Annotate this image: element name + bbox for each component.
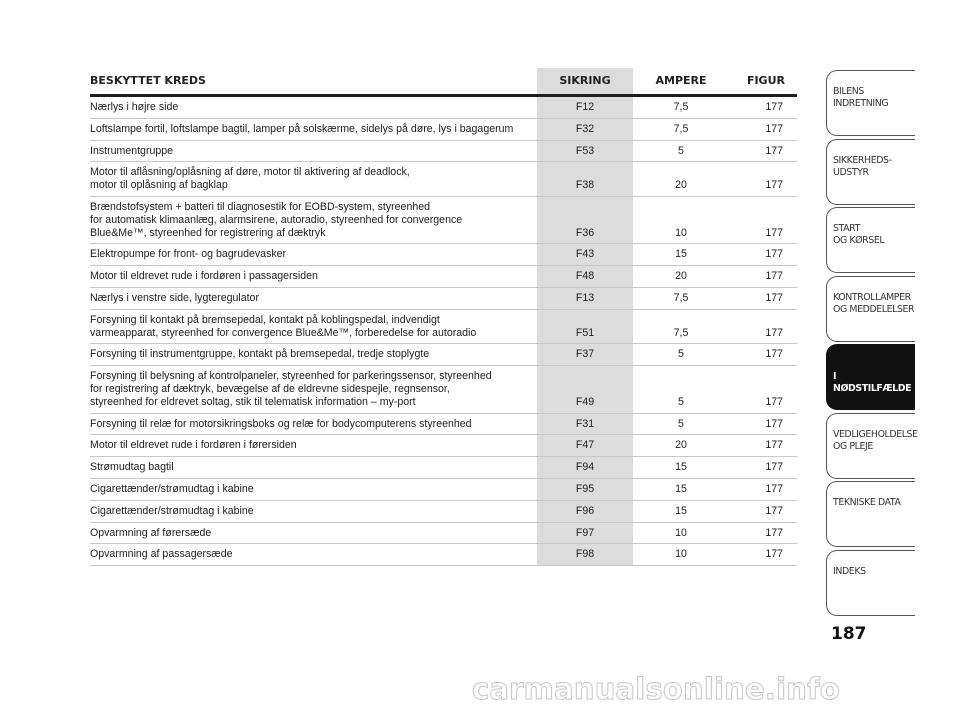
cell-fuse: F49	[537, 366, 633, 413]
cell-circuit: Motor til aflåsning/oplåsning af døre, motor til aktivering af deadlock, motor til oplåsning af bagklap	[90, 162, 537, 197]
cell-figure: 177	[729, 244, 797, 266]
cell-ampere: 5	[633, 366, 729, 413]
cell-circuit: Motor til eldrevet rude i fordøren i passagersiden	[90, 266, 537, 288]
cell-fuse: F32	[537, 118, 633, 140]
cell-circuit: Cigarettænder/strømudtag i kabine	[90, 478, 537, 500]
table-row	[90, 478, 797, 500]
fuse-table	[90, 68, 797, 566]
cell-ampere: 15	[633, 478, 729, 500]
cell-figure: 177	[729, 309, 797, 344]
header-fuse: SIKRING	[537, 68, 633, 96]
table-row	[90, 309, 797, 344]
table-row	[90, 522, 797, 544]
cell-figure: 177	[729, 522, 797, 544]
cell-circuit: Brændstofsystem + batteri til diagnosestik for EOBD-system, styreenhed for automatisk klimaanlæg, alarmsirene, autoradio, styreenhed for convergence Blue&Me™, styreenhed for registrering af dæktryk	[90, 196, 537, 243]
cell-figure: 177	[729, 413, 797, 435]
nav-tab-sikkerheds-udstyr[interactable]: SIKKERHEDS- UDSTYR	[826, 139, 915, 205]
table-row	[90, 140, 797, 162]
cell-circuit: Forsyning til relæ for motorsikringsboks og relæ for bodycomputerens styreenhed	[90, 413, 537, 435]
cell-ampere: 15	[633, 500, 729, 522]
cell-fuse: F12	[537, 96, 633, 119]
table-row	[90, 366, 797, 413]
table-row	[90, 544, 797, 566]
fuse-rows	[90, 96, 797, 566]
table-row	[90, 96, 797, 119]
cell-ampere: 5	[633, 140, 729, 162]
page-number: 187	[831, 624, 867, 644]
cell-circuit: Nærlys i højre side	[90, 96, 537, 119]
cell-circuit: Nærlys i venstre side, lygteregulator	[90, 287, 537, 309]
table-row	[90, 196, 797, 243]
nav-tab-i-nødstilfælde[interactable]: I NØDSTILFÆLDE	[826, 344, 915, 410]
cell-figure: 177	[729, 500, 797, 522]
table-row	[90, 118, 797, 140]
table-row	[90, 244, 797, 266]
cell-ampere: 15	[633, 457, 729, 479]
cell-figure: 177	[729, 96, 797, 119]
cell-circuit: Instrumentgruppe	[90, 140, 537, 162]
cell-figure: 177	[729, 478, 797, 500]
cell-fuse: F43	[537, 244, 633, 266]
header-ampere: AMPERE	[633, 68, 729, 96]
table-row	[90, 287, 797, 309]
cell-ampere: 7,5	[633, 96, 729, 119]
cell-ampere: 7,5	[633, 309, 729, 344]
section-nav	[826, 70, 916, 618]
cell-ampere: 20	[633, 162, 729, 197]
cell-ampere: 20	[633, 266, 729, 288]
cell-ampere: 7,5	[633, 287, 729, 309]
cell-figure: 177	[729, 162, 797, 197]
table-row	[90, 162, 797, 197]
cell-fuse: F94	[537, 457, 633, 479]
cell-fuse: F98	[537, 544, 633, 566]
table-row	[90, 266, 797, 288]
cell-circuit: Elektropumpe for front- og bagrudevasker	[90, 244, 537, 266]
cell-figure: 177	[729, 435, 797, 457]
cell-circuit: Strømudtag bagtil	[90, 457, 537, 479]
cell-figure: 177	[729, 196, 797, 243]
cell-fuse: F36	[537, 196, 633, 243]
cell-fuse: F13	[537, 287, 633, 309]
nav-tab-start-og-kørsel[interactable]: START OG KØRSEL	[826, 207, 915, 273]
cell-figure: 177	[729, 287, 797, 309]
cell-figure: 177	[729, 366, 797, 413]
cell-fuse: F96	[537, 500, 633, 522]
cell-ampere: 10	[633, 196, 729, 243]
cell-ampere: 7,5	[633, 118, 729, 140]
cell-circuit: Forsyning til instrumentgruppe, kontakt på bremsepedal, tredje stoplygte	[90, 344, 537, 366]
table-row	[90, 500, 797, 522]
cell-ampere: 5	[633, 413, 729, 435]
cell-figure: 177	[729, 140, 797, 162]
cell-fuse: F48	[537, 266, 633, 288]
cell-fuse: F51	[537, 309, 633, 344]
cell-circuit: Opvarmning af passagersæde	[90, 544, 537, 566]
nav-tab-bilens-indretning[interactable]: BILENS INDRETNING	[826, 70, 915, 136]
cell-ampere: 15	[633, 244, 729, 266]
table-row	[90, 435, 797, 457]
cell-circuit: Forsyning til kontakt på bremsepedal, kontakt på koblingspedal, indvendigt varmeapparat, styreenhed for convergence Blue&Me™, forberedelse for autoradio	[90, 309, 537, 344]
nav-tab-indeks[interactable]: INDEKS	[826, 550, 915, 616]
cell-ampere: 10	[633, 544, 729, 566]
cell-fuse: F95	[537, 478, 633, 500]
cell-circuit: Motor til eldrevet rude i fordøren i førersiden	[90, 435, 537, 457]
watermark: carmanualsonline.info	[472, 672, 841, 706]
table-header-row	[90, 68, 797, 96]
cell-circuit: Cigarettænder/strømudtag i kabine	[90, 500, 537, 522]
cell-figure: 177	[729, 266, 797, 288]
header-circuit: BESKYTTET KREDS	[90, 68, 537, 96]
cell-circuit: Loftslampe fortil, loftslampe bagtil, lamper på solskærme, sidelys på døre, lys i bagagerum	[90, 118, 537, 140]
cell-fuse: F37	[537, 344, 633, 366]
table-row	[90, 457, 797, 479]
cell-circuit: Opvarmning af førersæde	[90, 522, 537, 544]
nav-tab-tekniske-data[interactable]: TEKNISKE DATA	[826, 481, 915, 547]
nav-tab-vedligeholdelse-og-pleje[interactable]: VEDLIGEHOLDELSE OG PLEJE	[826, 413, 915, 479]
cell-ampere: 10	[633, 522, 729, 544]
cell-figure: 177	[729, 544, 797, 566]
cell-fuse: F53	[537, 140, 633, 162]
table-row	[90, 344, 797, 366]
table-row	[90, 413, 797, 435]
cell-figure: 177	[729, 118, 797, 140]
header-figure: FIGUR	[729, 68, 797, 96]
cell-fuse: F31	[537, 413, 633, 435]
nav-tab-kontrollamper-og-meddelelser[interactable]: KONTROLLAMPER OG MEDDELELSER	[826, 276, 915, 342]
cell-figure: 177	[729, 457, 797, 479]
cell-circuit: Forsyning til belysning af kontrolpaneler, styreenhed for parkeringssensor, styreenhed for registrering af dæktryk, bevægelse af de eldrevne sidespejle, regnsensor, styreenhed for eldrevet soltag, stik til telematisk information – my-port	[90, 366, 537, 413]
cell-figure: 177	[729, 344, 797, 366]
cell-fuse: F47	[537, 435, 633, 457]
cell-ampere: 20	[633, 435, 729, 457]
cell-fuse: F97	[537, 522, 633, 544]
cell-fuse: F38	[537, 162, 633, 197]
cell-ampere: 5	[633, 344, 729, 366]
